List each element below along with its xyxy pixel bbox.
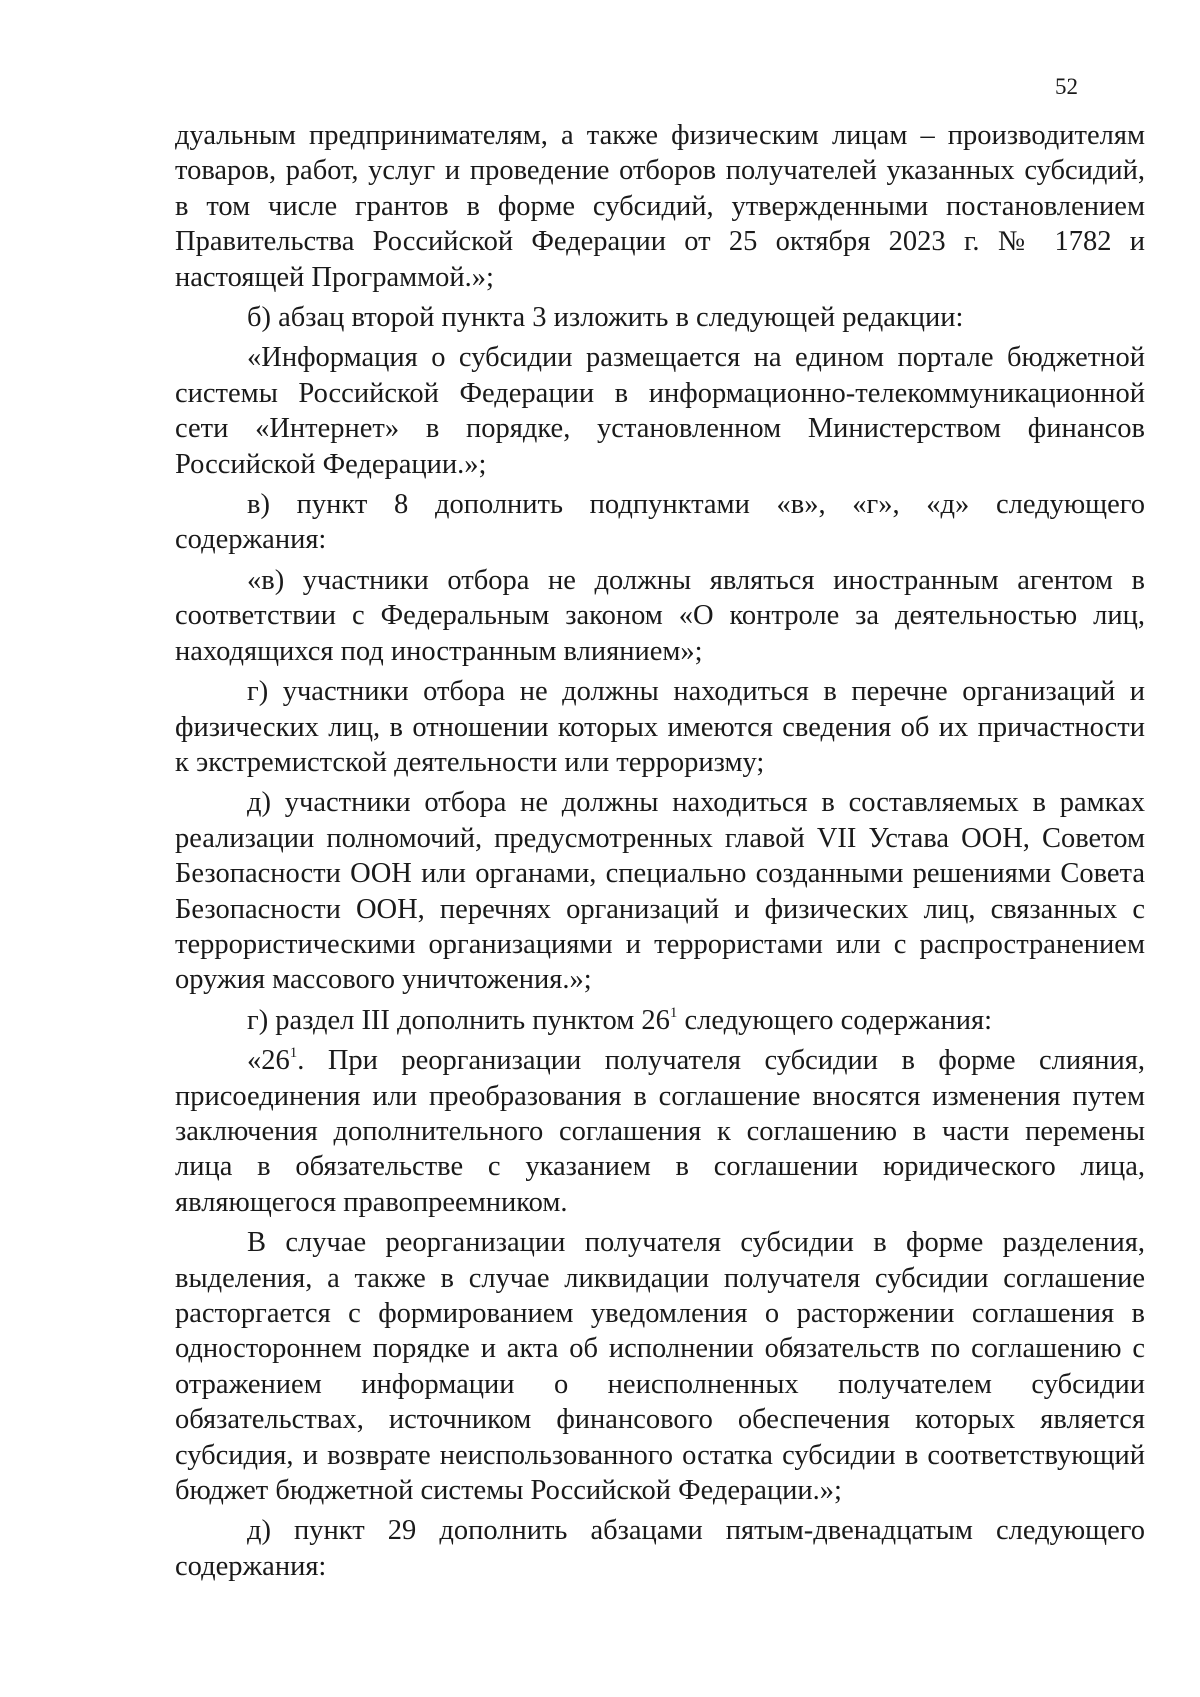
document-body [175, 118, 1145, 1589]
page-number: 52 [1055, 74, 1078, 99]
paragraph-reorganization: В случае реорганизации получателя субсидии в форме разделения, выделения, а также в случае ликвидации получателя субсидии соглашение расторгается с формированием уведомления о расторжении соглашения в одностороннем порядке и акта об исполнении обязательств по соглашению с отражением информации о неисполненных получателем субсидии обязательствах, источником финансового обеспечения которых является субсидия, и возврате неиспользованного остатка субсидии в соответствующий бюджет бюджетной системы Российской Федерации.»; [175, 1227, 1145, 1507]
paragraph-point-26-1 [175, 1043, 1145, 1220]
paragraph-amendment-v: в) пункт 8 дополнить подпунктами «в», «г», «д» следующего содержания: [175, 489, 1145, 556]
paragraph-amendment-g-text-2: следующего содержания: [677, 1004, 993, 1036]
paragraph-amendment-g [175, 1003, 1145, 1038]
paragraph-subpoint-g: г) участники отбора не должны находиться в перечне организаций и физических лиц, в отношении которых имеются сведения об их причастности к экстремистской деятельности или терроризму; [175, 676, 1145, 778]
superscript-1: 1 [669, 1004, 678, 1021]
paragraph-point-26-1-text-1: «26 [247, 1045, 290, 1077]
paragraph-amendment-g-text-1: г) раздел III дополнить пунктом 26 [247, 1004, 670, 1036]
superscript-1: 1 [289, 1045, 298, 1062]
paragraph-subpoint-v: «в) участники отбора не должны являться иностранным агентом в соответствии с Федеральным законом «О контроле за деятельностью лиц, находящихся под иностранным влиянием»; [175, 564, 1145, 667]
paragraph-subpoint-d: д) участники отбора не должны находиться в составляемых в рамках реализации полномочий, предусмотренных главой VII Устава ООН, Советом Безопасности ООН или органами, специально созданными решениями Совета Безопасности ООН, перечнях организаций и физических лиц, связанных с террористическими организациями и террористами или с распространением оружия массового уничтожения.»; [175, 787, 1145, 996]
paragraph-point-26-1-text-2: . При реорганизации получателя субсидии в форме слияния, присоединения или преобразования в соглашение вносятся изменения путем заключения дополнительного соглашения к соглашению в части перемены лица в обязательстве с указанием в соглашении юридического лица, являющегося правопреемником. [175, 1045, 1145, 1218]
paragraph-amendment-b: б) абзац второй пункта 3 изложить в следующей редакции: [247, 302, 964, 334]
paragraph-subsidy-info: «Информация о субсидии размещается на едином портале бюджетной системы Российской Федерации в информационно-телекоммуникационной сети «Интернет» в порядке, установленном Министерством финансов Российской Федерации.»; [175, 342, 1145, 480]
paragraph-continuation: дуальным предпринимателям, а также физическим лицам – производителям товаров, работ, услуг и проведение отборов получателей указанных субсидий, в том числе грантов в форме субсидий, утвержденными постановлением Правительства Российской Федерации от 25 октября 2023 г. № 1782 и настоящей Программой.»; [175, 120, 1145, 293]
paragraph-amendment-d: д) пункт 29 дополнить абзацами пятым-двенадцатым следующего содержания: [175, 1515, 1145, 1582]
